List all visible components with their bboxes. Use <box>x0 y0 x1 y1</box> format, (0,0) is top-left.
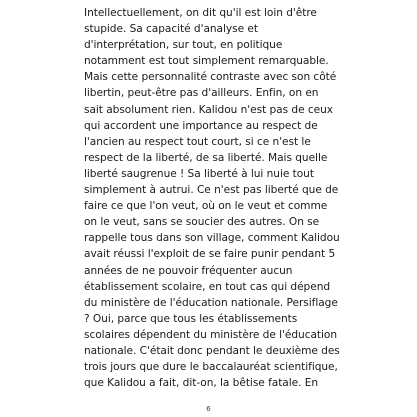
text-line: qui accordent une importance au respect de <box>84 119 318 132</box>
text-line: avait réussi l'exploit de se faire punir pendant 5 <box>84 248 336 261</box>
text-line: du ministère de l'éducation nationale. Persiflage <box>84 296 338 309</box>
text-line: liberté saugrenue ! Sa liberté à lui nuie tout <box>84 167 314 180</box>
text-line: d'interprétation, sur tout, en politique <box>84 39 283 52</box>
body-text <box>84 5 384 391</box>
text-line: respect de la liberté, de sa liberté. Mais quelle <box>84 151 328 164</box>
page-number: 6 <box>206 405 211 413</box>
text-line: stupide. Sa capacité d'analyse et <box>84 23 258 36</box>
text-line: libertin, peut-être pas d'ailleurs. Enfin, on en <box>84 87 319 100</box>
text-line: scolaires dépendent du ministère de l'éducation <box>84 328 338 341</box>
text-line: faire ce que l'on veut, où on le veut et comme <box>84 200 328 213</box>
text-line: établissement scolaire, en tout cas qui dépend <box>84 280 331 293</box>
text-line: rappelle tous dans son village, comment Kalidou <box>84 232 340 245</box>
text-line: Intellectuellement, on dit qu'il est loin d'être <box>84 7 317 19</box>
text-line: notamment est tout simplement remarquable. <box>84 55 329 68</box>
text-line: simplement à autrui. Ce n'est pas liberté que de <box>84 184 339 197</box>
text-line: Mais cette personnalité contraste avec son côté <box>84 71 337 84</box>
text-line: trois jours que dure le baccalauréat scientifique, <box>84 361 338 374</box>
text-line: nationale. C'était donc pendant le deuxième des <box>84 344 340 357</box>
text-line: que Kalidou a fait, dit-on, la bêtise fatale. En <box>84 377 319 390</box>
text-line: années de ne pouvoir fréquenter aucun <box>84 264 293 277</box>
text-line: ? Oui, parce que tous les établissements <box>84 312 298 325</box>
text-line: l'ancien au respect tout court, si ce n'est le <box>84 135 311 148</box>
text-line: on le veut, sans se soucier des autres. On se <box>84 216 320 229</box>
text-line: sait absolument rien. Kalidou n'est pas de ceux <box>84 103 333 116</box>
